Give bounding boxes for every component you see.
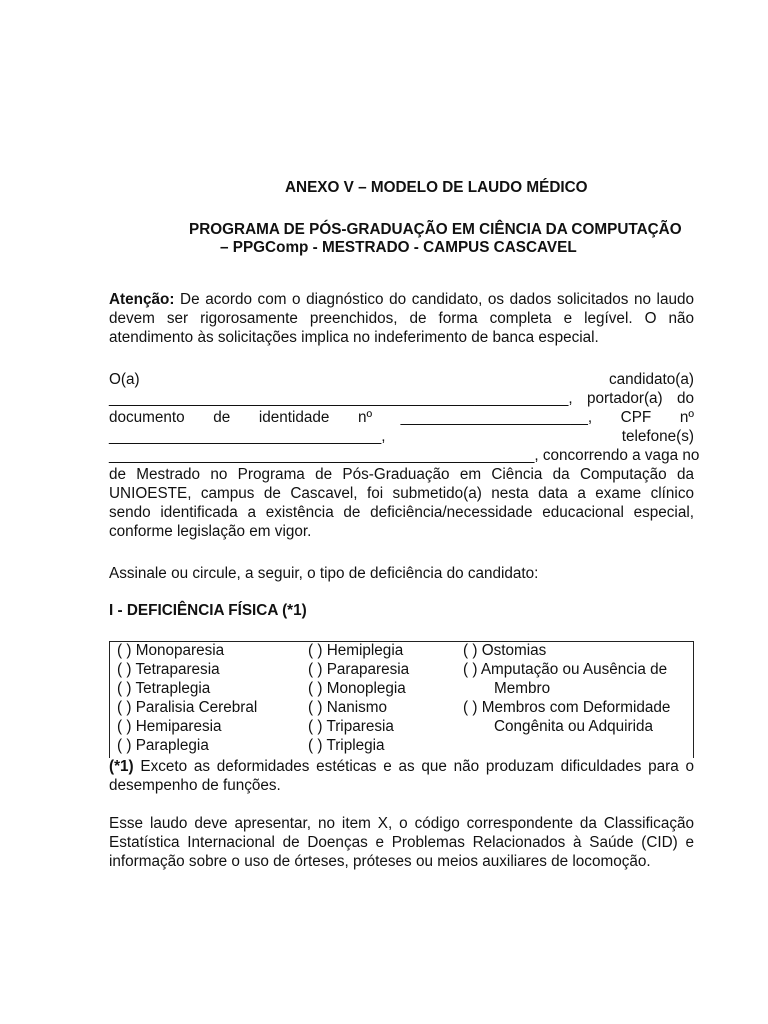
option-nanismo[interactable]: ( ) Nanismo: [308, 699, 388, 716]
option-amputacao-cont: Membro: [494, 680, 551, 697]
program-title-line1: PROGRAMA DE PÓS-GRADUAÇÃO EM CIÊNCIA DA COMPUTAÇÃO: [189, 221, 682, 238]
option-tetraplegia[interactable]: ( ) Tetraplegia: [117, 680, 211, 697]
form-line1: O(a) candidato(a): [109, 371, 694, 388]
id-number-blank: ______________________,: [400, 409, 593, 426]
option-paraplegia[interactable]: ( ) Paraplegia: [117, 737, 209, 754]
option-tetraparesia[interactable]: ( ) Tetraparesia: [117, 661, 220, 678]
option-paraparesia[interactable]: ( ) Paraparesia: [308, 661, 410, 678]
option-hemiparesia[interactable]: ( ) Hemiparesia: [117, 718, 222, 735]
option-amputacao[interactable]: ( ) Amputação ou Ausência de: [463, 661, 668, 678]
cpf-blank: ________________________________,: [109, 428, 386, 445]
attention-label: Atenção:: [109, 291, 175, 308]
option-triparesia[interactable]: ( ) Triparesia: [308, 718, 394, 735]
option-triplegia[interactable]: ( ) Triplegia: [308, 737, 385, 754]
attention-line2: devem ser rigorosamente preenchidos, de forma completa e legível. O não: [109, 310, 694, 327]
closing-line3: informação sobre o uso de órteses, próteses ou meios auxiliares de locomoção.: [109, 853, 651, 870]
footnote-line2: desempenho de funções.: [109, 777, 281, 794]
footnote-label: (*1): [109, 758, 134, 775]
option-monoparesia[interactable]: ( ) Monoparesia: [117, 642, 225, 659]
form-line3: documento de identidade nº ______________________, CPF nº: [109, 409, 694, 426]
program-title-line2: – PPGComp - MESTRADO - CAMPUS CASCAVEL: [220, 239, 577, 256]
form-line9: conforme legislação em vigor.: [109, 523, 312, 540]
section-heading: I - DEFICIÊNCIA FÍSICA (*1): [109, 602, 307, 619]
closing-line2: Estatística Internacional de Doenças e Problemas Relacionados à Saúde (CID) e: [109, 834, 694, 851]
attention-line1: Atenção: De acordo com o diagnóstico do candidato, os dados solicitados no laudo: [109, 291, 694, 308]
instruction-text: Assinale ou circule, a seguir, o tipo de deficiência do candidato:: [109, 565, 539, 582]
form-line4: ________________________________, telefone(s): [109, 428, 694, 445]
candidate-name-blank: ______________________________________________________,: [109, 390, 573, 407]
form-line5: __________________________________________________, concorrendo a vaga no: [109, 447, 700, 464]
option-ostomias[interactable]: ( ) Ostomias: [463, 642, 547, 659]
document-title: ANEXO V – MODELO DE LAUDO MÉDICO: [285, 179, 588, 196]
footnote-line1: (*1) Exceto as deformidades estéticas e as que não produzam dificuldades para o: [109, 758, 694, 775]
form-line7: UNIOESTE, campus de Cascavel, foi submetido(a) nesta data a exame clínico: [109, 485, 694, 502]
option-monoplegia[interactable]: ( ) Monoplegia: [308, 680, 406, 697]
option-hemiplegia[interactable]: ( ) Hemiplegia: [308, 642, 404, 659]
attention-line3: atendimento às solicitações implica no indeferimento de banca especial.: [109, 329, 599, 346]
option-paralisia-cerebral[interactable]: ( ) Paralisia Cerebral: [117, 699, 258, 716]
option-membros-deformidade[interactable]: ( ) Membros com Deformidade: [463, 699, 671, 716]
form-line6: de Mestrado no Programa de Pós-Graduação em Ciência da Computação da: [109, 466, 694, 483]
option-membros-deformidade-cont: Congênita ou Adquirida: [494, 718, 654, 735]
closing-line1: Esse laudo deve apresentar, no item X, o código correspondente da Classificação: [109, 815, 694, 832]
form-line8: sendo identificada a existência de deficiência/necessidade educacional especial,: [109, 504, 694, 521]
form-line2: ______________________________________________________, portador(a) do: [109, 390, 694, 407]
